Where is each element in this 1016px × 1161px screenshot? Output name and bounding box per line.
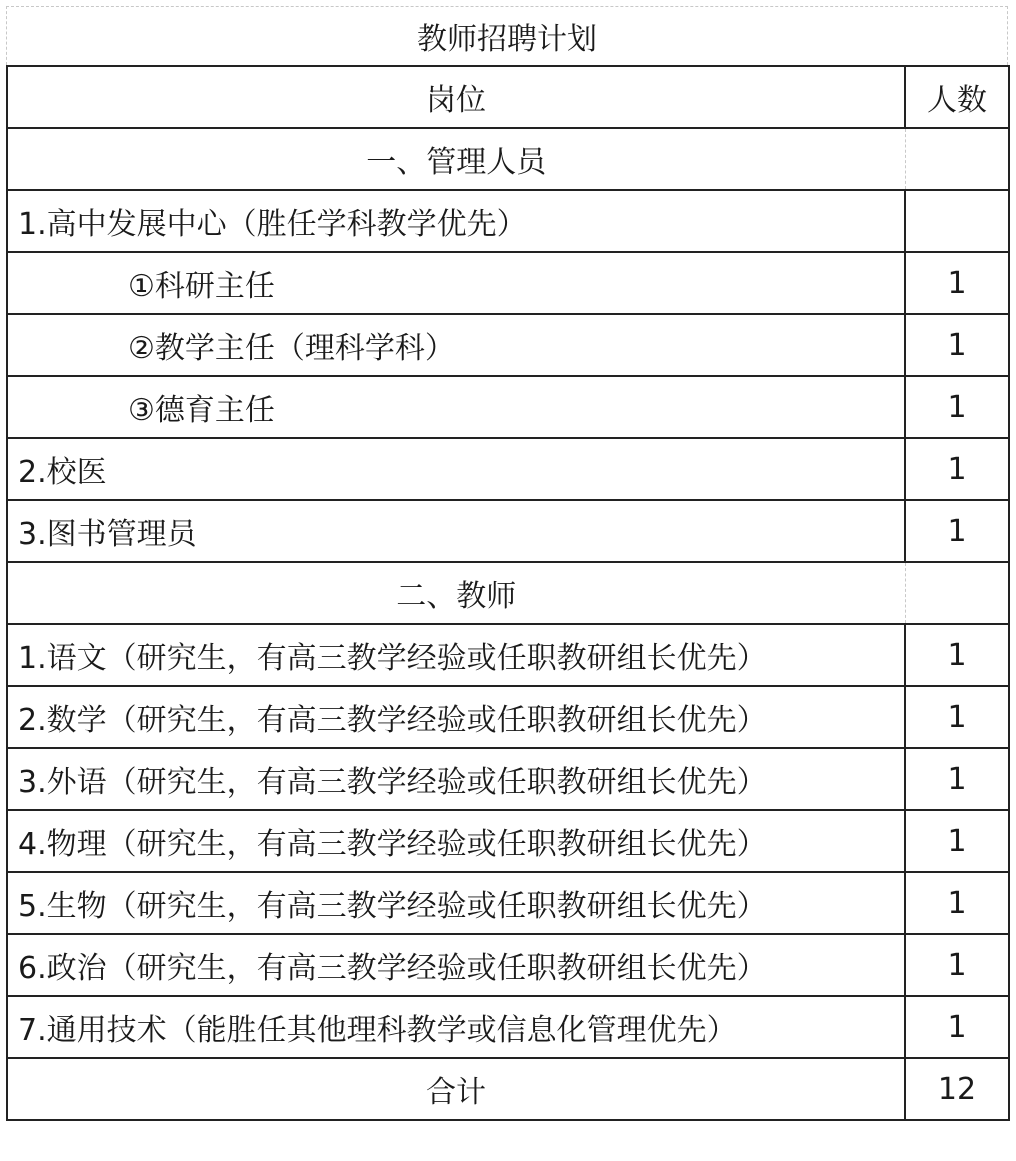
position-column-header: 岗位 xyxy=(7,66,905,128)
count-cell: 1 xyxy=(905,252,1009,314)
count-cell: 1 xyxy=(905,996,1009,1058)
table-row xyxy=(7,810,1009,872)
table-row xyxy=(7,624,1009,686)
position-cell: 3.图书管理员 xyxy=(7,500,905,562)
header-row xyxy=(7,66,1009,128)
table-row xyxy=(7,500,1009,562)
recruitment-table xyxy=(6,65,1010,1121)
table-row xyxy=(7,872,1009,934)
position-cell: ②教学主任（理科学科） xyxy=(7,314,905,376)
position-cell: 6.政治（研究生，有高三教学经验或任职教研组长优先） xyxy=(7,934,905,996)
count-cell: 1 xyxy=(905,438,1009,500)
section-row xyxy=(7,128,1009,190)
table-row xyxy=(7,190,1009,252)
position-cell: 1.语文（研究生，有高三教学经验或任职教研组长优先） xyxy=(7,624,905,686)
table-row xyxy=(7,252,1009,314)
position-cell: ③德育主任 xyxy=(7,376,905,438)
count-cell: 1 xyxy=(905,748,1009,810)
count-cell xyxy=(905,128,1009,190)
count-cell: 1 xyxy=(905,624,1009,686)
section-label: 二、教师 xyxy=(7,562,905,624)
recruitment-plan-sheet xyxy=(6,6,1008,1121)
count-cell: 1 xyxy=(905,872,1009,934)
table-row xyxy=(7,314,1009,376)
count-cell: 1 xyxy=(905,376,1009,438)
position-cell: 5.生物（研究生，有高三教学经验或任职教研组长优先） xyxy=(7,872,905,934)
table-row xyxy=(7,376,1009,438)
section-row xyxy=(7,562,1009,624)
table-row xyxy=(7,438,1009,500)
count-column-header: 人数 xyxy=(905,66,1009,128)
table-row xyxy=(7,686,1009,748)
position-cell: 3.外语（研究生，有高三教学经验或任职教研组长优先） xyxy=(7,748,905,810)
count-cell: 1 xyxy=(905,686,1009,748)
sheet-title: 教师招聘计划 xyxy=(6,6,1008,65)
total-count: 12 xyxy=(905,1058,1009,1120)
table-row xyxy=(7,934,1009,996)
count-cell: 1 xyxy=(905,314,1009,376)
section-label: 一、管理人员 xyxy=(7,128,905,190)
count-cell: 1 xyxy=(905,934,1009,996)
position-cell: 4.物理（研究生，有高三教学经验或任职教研组长优先） xyxy=(7,810,905,872)
count-cell: 1 xyxy=(905,500,1009,562)
count-cell xyxy=(905,190,1009,252)
table-row xyxy=(7,748,1009,810)
position-cell: 2.数学（研究生，有高三教学经验或任职教研组长优先） xyxy=(7,686,905,748)
position-cell: ①科研主任 xyxy=(7,252,905,314)
position-cell: 7.通用技术（能胜任其他理科教学或信息化管理优先） xyxy=(7,996,905,1058)
table-row xyxy=(7,996,1009,1058)
total-row xyxy=(7,1058,1009,1120)
position-cell: 2.校医 xyxy=(7,438,905,500)
total-label: 合计 xyxy=(7,1058,905,1120)
count-cell: 1 xyxy=(905,810,1009,872)
count-cell xyxy=(905,562,1009,624)
position-cell: 1.高中发展中心（胜任学科教学优先） xyxy=(7,190,905,252)
